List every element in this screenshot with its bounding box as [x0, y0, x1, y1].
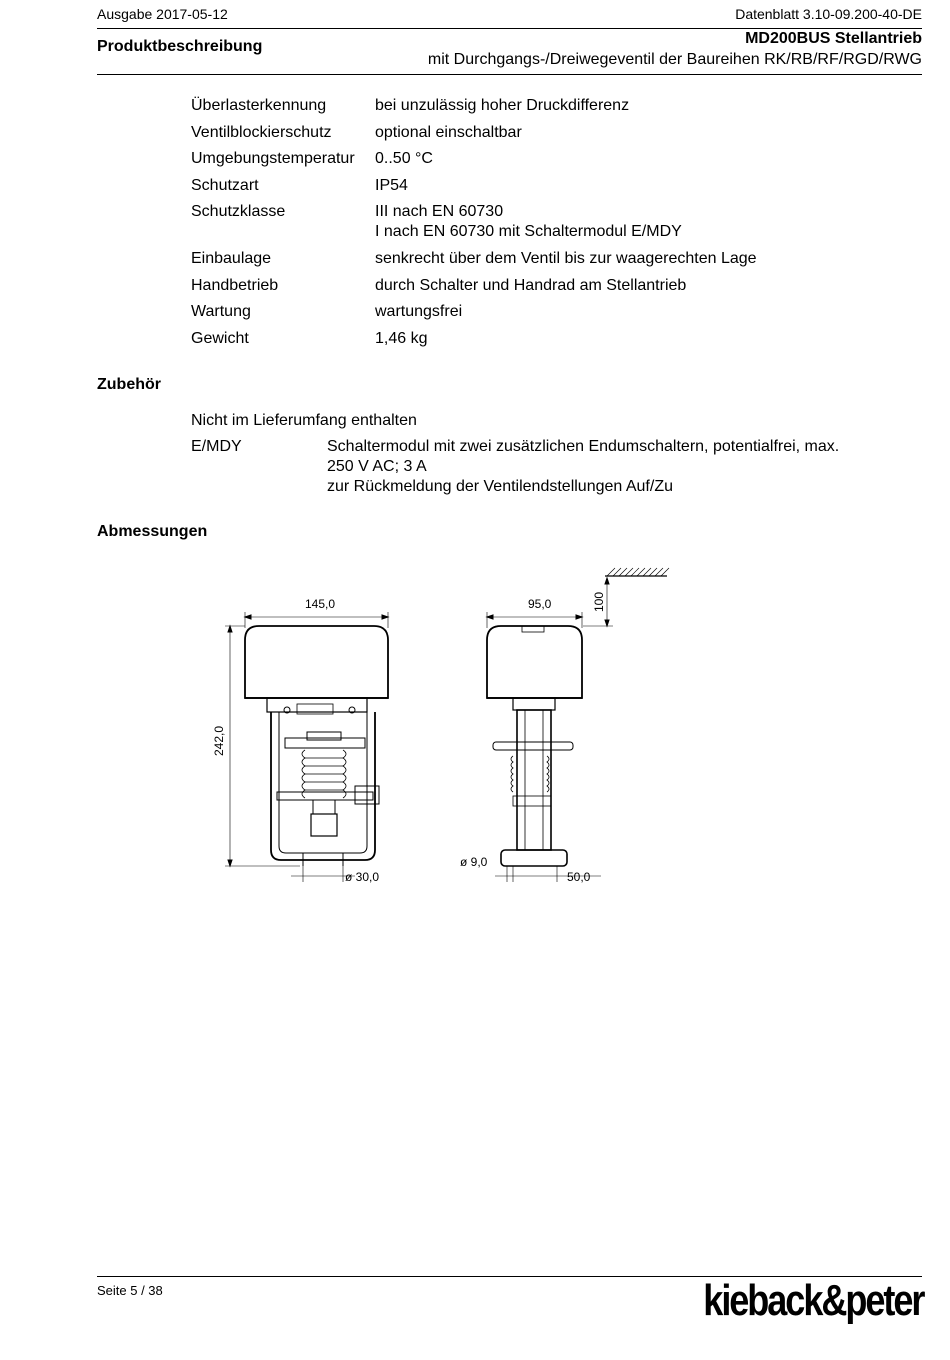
spec-value: 0..50 °C [375, 150, 433, 168]
spec-value: optional einschaltbar [375, 123, 522, 141]
spec-label: Handbetrieb [191, 276, 279, 294]
spec-row [191, 96, 757, 116]
spec-row [191, 276, 757, 296]
spec-value: senkrecht über dem Ventil bis zur waagerechten Lage [375, 249, 757, 267]
spec-value: 1,46 kg [375, 329, 428, 347]
dim-width-side: 95,0 [528, 597, 552, 611]
company-logo: kieback&peter [702, 1276, 923, 1325]
spec-label: Schutzklasse [191, 203, 286, 221]
dim-clearance: 100 [592, 591, 606, 612]
spec-label: Gewicht [191, 329, 249, 347]
product-title: MD200BUS Stellantrieb [745, 30, 922, 47]
accessories-title: Zubehör [97, 376, 161, 393]
spec-row [191, 149, 757, 169]
spec-row [191, 176, 757, 196]
spec-label: Ventilblockierschutz [191, 123, 332, 141]
spec-value: bei unzulässig hoher Druckdifferenz [375, 97, 630, 114]
spec-label: Einbaulage [191, 249, 272, 267]
spec-label: Überlasterkennung [191, 97, 327, 114]
spec-value: durch Schalter und Handrad am Stellantrieb [375, 276, 687, 294]
spec-label: Schutzart [191, 176, 259, 194]
spec-row [191, 123, 757, 143]
spec-value: IP54 [375, 176, 408, 194]
dimension-drawing [195, 560, 715, 900]
dim-hole-diameter: ø 9,0 [460, 855, 488, 869]
section-title: Produktbeschreibung [97, 38, 263, 55]
spec-row [191, 302, 757, 322]
spec-value: wartungsfrei [375, 303, 463, 321]
spec-row [191, 249, 757, 269]
issue-date: Ausgabe 2017-05-12 [97, 6, 228, 22]
spec-table [191, 96, 757, 355]
dim-height: 242,0 [212, 725, 226, 756]
header-rule [97, 28, 922, 29]
spec-row [191, 329, 757, 349]
dim-stem-diameter: ø 30,0 [345, 870, 380, 884]
header-bottom-rule [97, 74, 922, 75]
accessory-description: Schaltermodul mit zwei zusätzlichen Endumschaltern, potentialfrei, max. 250 V AC; 3 A zur Rückmeldung der Ventilendstellungen Auf/Zu [327, 438, 840, 495]
product-subtitle: mit Durchgangs-/Dreiwegeventil der Baureihen RK/RB/RF/RGD/RWG [427, 51, 922, 68]
dim-width-front: 145,0 [305, 597, 336, 611]
spec-row [191, 202, 757, 242]
datasheet-number: Datenblatt 3.10-09.200-40-DE [735, 6, 922, 22]
accessories-note: Nicht im Lieferumfang enthalten [191, 412, 417, 429]
page-number: Seite 5 / 38 [97, 1283, 163, 1298]
spec-label: Wartung [191, 303, 251, 321]
accessory-item [191, 437, 867, 497]
dimensions-title: Abmessungen [97, 523, 208, 540]
accessory-code: E/MDY [191, 438, 242, 455]
spec-label: Umgebungstemperatur [191, 150, 355, 168]
dim-flange-offset: 50,0 [567, 870, 591, 884]
spec-value: III nach EN 60730 I nach EN 60730 mit Schaltermodul E/MDY [375, 203, 682, 241]
